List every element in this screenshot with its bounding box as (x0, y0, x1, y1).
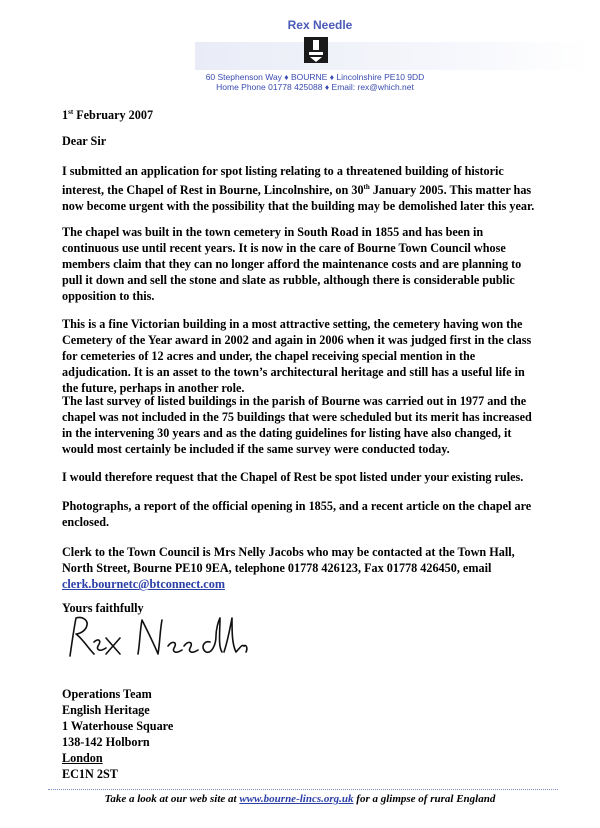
paragraph-line: I submitted an application for spot listing relating to a threatened building of historic (62, 164, 504, 178)
paragraph-line: adjudication. It is an asset to the town’s architectural heritage and still has a useful life in (62, 365, 525, 379)
website-link[interactable]: www.bourne-lincs.org.uk (239, 793, 354, 805)
letterhead-phone: Home Phone 01778 425088 ♦ Email: rex@which.net (216, 82, 414, 92)
recipient-line: London (62, 751, 103, 765)
paragraph-6 (62, 498, 562, 530)
paragraph-2 (62, 224, 562, 304)
letter-date (62, 104, 153, 123)
footer-prefix: Take a look at our web site at (104, 793, 240, 805)
ordinal-suffix: th (363, 183, 370, 191)
paragraph-line: pull it down and sell the stone and slate as rubble, although there is considerable public (62, 273, 515, 287)
rn-logo-icon (303, 36, 329, 64)
letterhead (0, 0, 600, 100)
date-day: 1 (62, 108, 69, 123)
recipient-line: 138-142 Holborn (62, 735, 150, 749)
paragraph-line: The chapel was built in the town cemetery in South Road in 1855 and has been in (62, 225, 484, 239)
paragraph-line: in the intervening 30 years and as the dating guidelines for listing have also changed, it (62, 426, 512, 440)
recipient-line: Operations Team (62, 687, 152, 701)
line-text: interest, the Chapel of Rest in Bourne, Lincolnshire, on 30 (62, 183, 364, 198)
signature (60, 612, 250, 662)
paragraph-line: This is a fine Victorian building in a most attractive setting, the cemetery having won the (62, 317, 523, 331)
paragraph-line: continuous use until recent years. It is now in the care of Bourne Town Council whose (62, 241, 506, 255)
paragraph-line: The last survey of listed buildings in the parish of Bourne was carried out in 1977 and the (62, 394, 527, 408)
line-text: January 2005. This matter has (369, 183, 532, 198)
paragraph-line: I would therefore request that the Chapel of Rest be spot listed under your existing rules. (62, 470, 524, 484)
recipient-line: EC1N 2ST (62, 767, 118, 781)
paragraph-line: would most certainly be included if the same survey were conducted today. (62, 442, 450, 456)
paragraph-4 (62, 393, 562, 457)
letterhead-band (195, 42, 590, 70)
paragraph-line: the future, perhaps in another role. (62, 381, 245, 395)
recipient-line: 1 Waterhouse Square (62, 719, 174, 733)
date-rest: February 2007 (76, 108, 154, 123)
date-suffix: st (68, 108, 74, 116)
paragraph-1 (62, 163, 562, 214)
paragraph-line: Cemetery of the Year award in 2002 and again in 2006 when it was judged first in the class (62, 333, 532, 347)
email-link[interactable]: clerk.bournetc@btconnect.com (62, 577, 225, 591)
footer-suffix: for a glimpse of rural England (353, 793, 496, 805)
footer (0, 793, 600, 805)
paragraph-line (62, 179, 562, 198)
paragraph-line: enclosed. (62, 515, 110, 529)
paragraph-line: North Street, Bourne PE10 9EA, telephone 01778 426123, Fax 01778 426450, email (62, 561, 492, 575)
recipient-line: English Heritage (62, 703, 150, 717)
letterhead-name: Rex Needle (287, 18, 353, 32)
closing: Yours faithfully (62, 601, 144, 615)
footer-divider (48, 789, 558, 790)
paragraph-7 (62, 544, 562, 592)
paragraph-line: for cemeteries of 12 acres and under, the chapel receiving special mention in the (62, 349, 476, 363)
salutation: Dear Sir (62, 134, 107, 148)
paragraph-line: Photographs, a report of the official opening in 1855, and a recent article on the chapel are (62, 499, 532, 513)
letterhead-address: 60 Stephenson Way ♦ BOURNE ♦ Lincolnshire PE10 9DD (205, 72, 425, 82)
paragraph-line: Clerk to the Town Council is Mrs Nelly Jacobs who may be contacted at the Town Hall, (62, 545, 515, 559)
paragraph-line: now become urgent with the possibility that the building may be demolished later this year. (62, 199, 535, 214)
recipient-address (62, 686, 173, 782)
paragraph-line: chapel was not included in the 75 buildings that were scheduled but its merit has increased (62, 410, 532, 424)
paragraph-line: members claim that they can no longer afford the maintenance costs and are planning to (62, 257, 522, 271)
paragraph-3 (62, 316, 562, 396)
paragraph-line: opposition to this. (62, 289, 155, 303)
paragraph-5 (62, 469, 562, 485)
